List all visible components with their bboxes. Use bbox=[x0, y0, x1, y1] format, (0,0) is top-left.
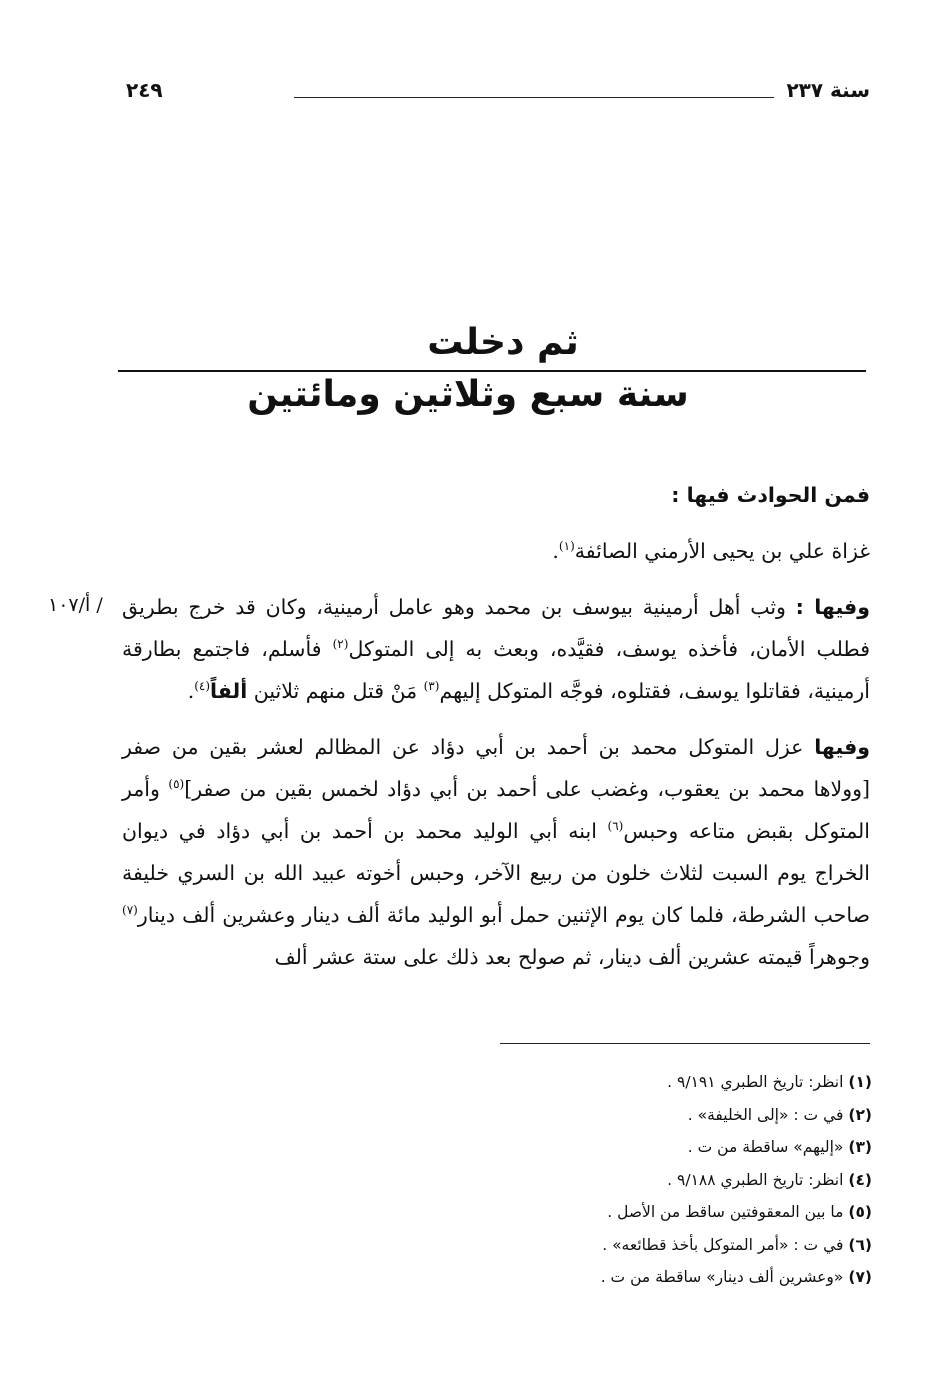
footnote-item bbox=[420, 1099, 872, 1132]
footnote-number: (٢) bbox=[848, 1105, 872, 1124]
chapter-rule bbox=[118, 370, 866, 372]
paragraph-3-text-b: وأمر المتوكل بقبض متاعه وحبس bbox=[122, 777, 870, 843]
footnote-ref-2[interactable]: (٢) bbox=[332, 637, 349, 652]
paragraph-3-text-a: عزل المتوكل محمد بن أحمد بن أبي دؤاد عن المظالم لعشر بقين من صفر [وولاها محمد بن يعقوب، وغضب على أحمد بن أبي دؤاد لخمس بقين من صفر] bbox=[122, 735, 871, 801]
paragraph-2-lead: وفيها : bbox=[795, 595, 870, 619]
manuscript-folio-note: أ/١٠٧ / bbox=[48, 594, 103, 616]
header-rule bbox=[294, 97, 774, 98]
paragraph-2-text-c: مَنْ قتل منهم ثلاثين bbox=[247, 679, 424, 703]
footnote-ref-5[interactable]: (٥) bbox=[168, 777, 185, 792]
footnote-item bbox=[420, 1196, 872, 1229]
paragraph-2-text-a: وثب أهل أرمينية بيوسف بن محمد وهو عامل أرمينية، وكان قد خرج بطريق فطلب الأمان، فأخذه يوسف، فقيَّده، وبعث به إلى المتوكل bbox=[122, 595, 870, 661]
footnote-number: (١) bbox=[848, 1073, 872, 1091]
main-text bbox=[122, 474, 870, 978]
paragraph-2-bold: ألفاً bbox=[210, 679, 248, 703]
footnote-text: انظر: تاريخ الطبري ٩/١٩١ . bbox=[667, 1073, 844, 1091]
paragraph-3-lead: وفيها bbox=[814, 735, 870, 759]
header-year: سنة ٢٣٧ bbox=[786, 78, 870, 102]
paragraph-1-end: . bbox=[552, 539, 559, 563]
paragraph-2-end: . bbox=[187, 679, 195, 703]
footnote-text: «إليهم» ساقطة من ت . bbox=[687, 1138, 844, 1156]
paragraph-3 bbox=[122, 726, 870, 978]
footnotes bbox=[420, 1066, 872, 1294]
footnote-item bbox=[420, 1164, 872, 1197]
footnote-ref-6[interactable]: (٦) bbox=[607, 819, 624, 834]
footnote-text: انظر: تاريخ الطبري ٩/١٨٨ . bbox=[667, 1170, 844, 1189]
footnote-ref-1[interactable]: (١) bbox=[558, 539, 575, 554]
running-header bbox=[118, 78, 870, 114]
footnote-item bbox=[420, 1261, 872, 1294]
footnote-number: (٧) bbox=[848, 1268, 872, 1286]
footnote-item bbox=[420, 1066, 872, 1099]
footnote-number: (٤) bbox=[848, 1170, 872, 1189]
footnote-item bbox=[420, 1131, 872, 1164]
paragraph-3-text-d: وجوهراً قيمته عشرين ألف دينار، ثم صولح بعد ذلك على ستة عشر ألف bbox=[274, 945, 870, 969]
paragraph-1 bbox=[122, 530, 870, 572]
paragraph-2-text-b: فأسلم، فاجتمع بطارقة أرمينية، فقاتلوا يوسف، فقتلوه، فوجَّه المتوكل إليهم bbox=[122, 637, 870, 703]
footnote-text: «وعشرين ألف دينار» ساقطة من ت . bbox=[600, 1268, 844, 1286]
section-heading: فمن الحوادث فيها : bbox=[671, 483, 870, 507]
footnote-ref-3[interactable]: (٣) bbox=[423, 679, 440, 694]
paragraph-2 bbox=[122, 586, 870, 712]
footnote-ref-4[interactable]: (٤) bbox=[194, 679, 211, 694]
footnote-text: في ت : «إلى الخليفة» . bbox=[687, 1105, 844, 1124]
paragraph-1-text: غزاة علي بن يحيى الأرمني الصائفة bbox=[574, 539, 870, 563]
footnote-text: ما بين المعقوفتين ساقط من الأصل . bbox=[607, 1203, 844, 1221]
footnote-item bbox=[420, 1229, 872, 1262]
footnote-rule bbox=[500, 1043, 870, 1044]
chapter-title: سنة سبع وثلاثين ومائتين bbox=[247, 374, 689, 415]
footnote-text: في ت : «أمر المتوكل بأخذ قطائعه» . bbox=[602, 1235, 844, 1254]
footnote-ref-7[interactable]: (٧) bbox=[122, 903, 138, 918]
chapter-intro: ثم دخلت bbox=[427, 322, 579, 363]
page-number: ٢٤٩ bbox=[126, 78, 163, 102]
footnote-number: (٣) bbox=[848, 1138, 872, 1156]
paragraph-3-text-c: ابنه أبي الوليد محمد بن أحمد بن أبي دؤاد في ديوان الخراج يوم السبت لثلاث خلون من ربيع الآخر، وحبس أخوته عبيد الله بن السري خليفة صاحب الشرطة، فلما كان يوم الإثنين حمل أبو الوليد مائة ألف دينار وعشرين ألف دينار bbox=[122, 819, 870, 927]
footnote-number: (٦) bbox=[848, 1235, 872, 1254]
footnote-number: (٥) bbox=[848, 1203, 872, 1221]
